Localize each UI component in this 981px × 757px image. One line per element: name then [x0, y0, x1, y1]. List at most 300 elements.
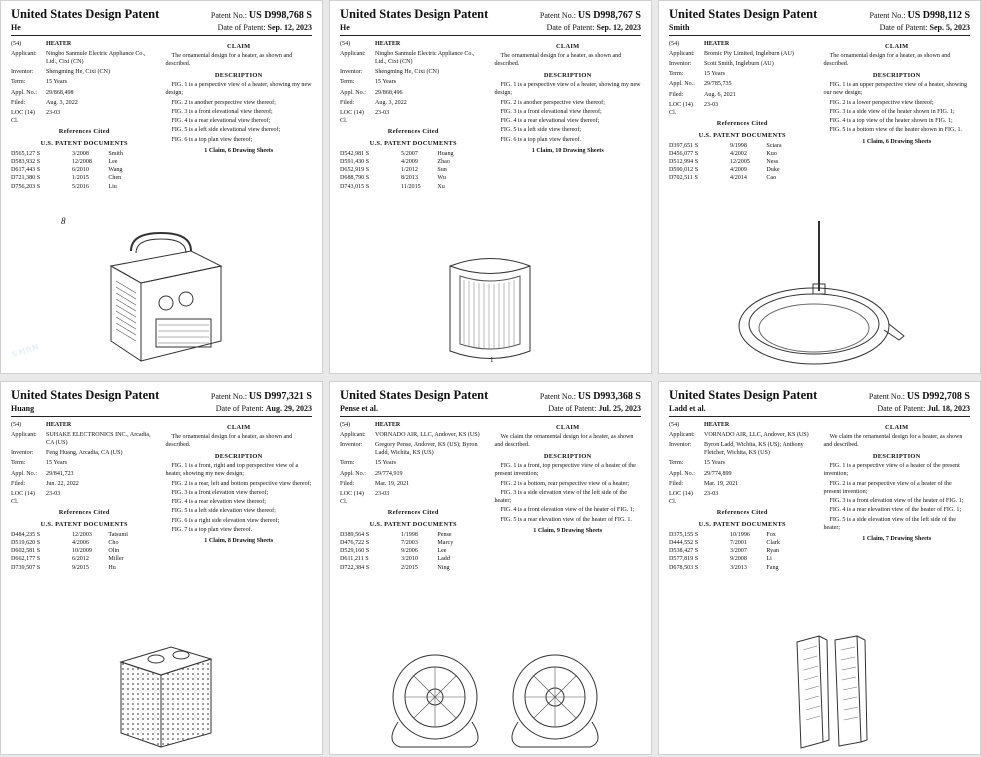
desc-line: FIG. 3 is a front elevation view of the heater of FIG. 1;: [829, 498, 964, 505]
inventor-name: He: [11, 23, 21, 32]
claim-text: We claim the ornamental design for a heater, as shown and described.: [823, 434, 963, 449]
loc-class: 23-03: [375, 491, 390, 498]
ref-cell: D577,819 S: [669, 556, 699, 563]
ref-cell: 11/2015: [400, 183, 421, 190]
desc-line: FIG. 5 is a left side view thereof;: [500, 127, 582, 134]
refs-heading: References Cited: [387, 509, 439, 517]
claim-heading: CLAIM: [555, 42, 580, 50]
references-list: [340, 531, 487, 572]
desc-line: FIG. 3 is a side view of the heater shown in FIG. 1;: [829, 108, 955, 115]
patent-title: United States Design Patent: [669, 7, 818, 21]
patent-header: [669, 7, 970, 36]
patent-date: Aug. 29, 2023: [265, 403, 312, 413]
claims-summary: 1 Claim, 7 Drawing Sheets: [862, 535, 932, 542]
ref-cell: 3/2010: [400, 556, 418, 563]
claims-summary: 1 Claim, 9 Drawing Sheets: [533, 527, 603, 534]
field-label: Applicant:: [669, 431, 695, 438]
refs-subheading: U.S. PATENT DOCUMENTS: [40, 521, 128, 529]
field-label: Filed:: [11, 99, 26, 106]
patent-date: Sep. 5, 2023: [929, 22, 970, 32]
patent-header: [11, 7, 312, 36]
patent-date: Sep. 12, 2023: [267, 22, 312, 32]
desc-line: FIG. 4 is a rear elevation view thereof;: [171, 499, 266, 506]
ref-cell: 9/2008: [729, 556, 747, 563]
ref-cell: Marcy: [437, 539, 454, 546]
date-label: Date of Patent:: [548, 403, 597, 413]
ref-cell: Smith: [108, 150, 123, 157]
field-label: Inventor:: [669, 60, 692, 67]
desc-line: FIG. 5 is a bottom view of the heater shown in FIG. 1.: [829, 127, 963, 134]
references-list: [11, 150, 158, 191]
heater-drawing: [435, 246, 545, 371]
ref-cell: 12/2003: [71, 531, 92, 538]
ref-cell: 4/2002: [729, 150, 747, 157]
term: 15 Years: [704, 71, 725, 78]
desc-line: FIG. 2 is a bottom, rear perspective view of a heater;: [500, 480, 630, 487]
heater-drawing: [789, 630, 869, 752]
inventor-full: Byron Ladd, Wichita, KS (US); Anthony Fletcher, Wichita, KS (US): [704, 441, 804, 457]
ref-cell: Sciara: [766, 142, 782, 149]
field-label: Appl. No.:: [669, 470, 695, 477]
date-label: Date of Patent:: [217, 22, 266, 32]
desc-line: FIG. 2 is a rear, left and bottom perspective view thereof;: [171, 480, 312, 487]
description-heading: DESCRIPTION: [543, 452, 592, 460]
claims-summary: 1 Claim, 8 Drawing Sheets: [204, 537, 274, 544]
inventor-name: He: [340, 23, 350, 32]
references-list: [669, 531, 816, 572]
field-label: Inventor:: [11, 69, 34, 76]
claims-summary: 1 Claim, 10 Drawing Sheets: [531, 147, 604, 154]
field-label: Term:: [669, 71, 684, 78]
desc-line: FIG. 5 is a left side elevation view thereof;: [171, 508, 276, 515]
ref-cell: Clark: [766, 539, 780, 546]
ref-cell: D590,012 S: [669, 167, 699, 174]
ref-cell: 4/2009: [729, 167, 747, 174]
appl-no: 29/785,735: [704, 81, 732, 88]
field-label: LOC (14) Cl.: [340, 491, 364, 506]
field-label: Inventor:: [11, 450, 34, 457]
ref-cell: 9/1998: [729, 142, 747, 149]
appl-no: 29/774,919: [375, 470, 403, 477]
desc-line: FIG. 1 is a perspective view of a heater, showing my new design;: [494, 82, 641, 97]
ref-cell: D722,384 S: [340, 564, 370, 571]
ref-cell: 1/2012: [400, 167, 418, 174]
patent-title: United States Design Patent: [11, 388, 160, 402]
desc-line: FIG. 1 is a perspective view of a heater, showing my new design;: [165, 82, 312, 97]
field-label: Applicant:: [340, 50, 366, 57]
ref-cell: Cao: [766, 175, 777, 182]
patent-page: [658, 0, 981, 374]
ref-cell: D756,203 S: [11, 183, 41, 190]
ref-cell: 2/2015: [400, 564, 418, 571]
field-label: Filed:: [340, 480, 355, 487]
heater-drawing: [729, 216, 909, 371]
product-name: HEATER: [704, 40, 730, 47]
ref-cell: Olin: [108, 548, 120, 555]
field-label: Filed:: [669, 480, 684, 487]
product-name: HEATER: [375, 40, 401, 47]
patent-date: Jul. 25, 2023: [598, 403, 641, 413]
desc-line: FIG. 3 is a front elevational view thereof;: [500, 108, 602, 115]
refs-heading: References Cited: [58, 509, 110, 517]
ref-cell: 1/1998: [400, 531, 418, 538]
ref-cell: Chen: [108, 175, 122, 182]
applicant: VORNADO AIR, LLC, Andover, KS (US): [704, 431, 809, 438]
claim-text: The ornamental design for a heater, as shown and described.: [165, 53, 293, 68]
loc-class: 23-03: [704, 101, 719, 108]
field-label: Term:: [11, 79, 26, 86]
ref-cell: D739,507 S: [11, 564, 41, 571]
ref-cell: D542,981 S: [340, 150, 370, 157]
ref-cell: D375,155 S: [669, 531, 699, 538]
date-label: Date of Patent:: [546, 22, 595, 32]
ref-cell: Fang: [766, 564, 779, 571]
patent-number: US D992,708 S: [906, 391, 970, 402]
ref-cell: Liu: [108, 183, 117, 190]
ref-cell: Ness: [766, 158, 779, 165]
desc-line: FIG. 3 is a front elevational view thereof;: [171, 108, 273, 115]
desc-line: FIG. 4 is a front elevation view of the heater of FIG. 1;: [500, 507, 635, 514]
claim-text: The ornamental design for a heater, as shown and described.: [823, 53, 951, 68]
ref-cell: 3/2013: [729, 564, 747, 571]
filed-date: Mar. 19, 2021: [704, 480, 739, 487]
ref-cell: D512,994 S: [669, 158, 699, 165]
ref-cell: 6/2010: [71, 167, 89, 174]
ref-cell: Lee: [108, 158, 118, 165]
appl-no: 29/774,899: [704, 470, 732, 477]
ref-cell: Ryan: [766, 548, 779, 555]
desc-line: FIG. 6 is a right side elevation view thereof;: [171, 517, 280, 524]
field-label: (54): [340, 421, 351, 428]
ref-cell: 5/2016: [71, 183, 89, 190]
desc-line: FIG. 4 is a rear elevational view thereof;: [171, 118, 271, 125]
patent-title: United States Design Patent: [11, 7, 160, 21]
desc-line: FIG. 1 is a front, right and top perspective view of a heater, showing my new design;: [165, 463, 299, 478]
right-column: [824, 40, 971, 183]
field-label: Applicant:: [11, 50, 37, 57]
ref-cell: 10/2009: [71, 548, 92, 555]
patent-page: [658, 381, 981, 755]
ref-cell: Ning: [437, 564, 450, 571]
ref-cell: D484,235 S: [11, 531, 41, 538]
ref-cell: Wang: [108, 167, 123, 174]
patent-no-label: Patent No.:: [210, 392, 247, 401]
field-label: Appl. No.:: [669, 81, 695, 88]
ref-cell: D529,160 S: [340, 548, 370, 555]
appl-no: 29/841,723: [46, 470, 74, 477]
product-name: HEATER: [46, 421, 72, 428]
patent-date: Jul. 18, 2023: [927, 403, 970, 413]
field-label: Inventor:: [340, 69, 363, 76]
watermark: 专利查询: [10, 342, 40, 360]
desc-line: FIG. 4 is a top view of the heater shown in FIG. 1;: [829, 118, 953, 125]
patent-date: Sep. 12, 2023: [596, 22, 641, 32]
ref-cell: 9/2006: [400, 548, 418, 555]
loc-class: 23-03: [46, 110, 61, 117]
ref-cell: Lee: [437, 548, 447, 555]
ref-cell: 1/2015: [71, 175, 89, 182]
desc-line: FIG. 7 is a top plan view thereof.: [171, 526, 253, 533]
field-label: Term:: [11, 460, 26, 467]
ref-cell: D611,211 S: [340, 556, 369, 563]
field-label: Appl. No.:: [340, 89, 366, 96]
patent-number: US D998,768 S: [248, 10, 312, 21]
right-column: [166, 40, 313, 191]
claim-heading: CLAIM: [884, 423, 909, 431]
term: 15 Years: [704, 460, 725, 467]
field-label: Filed:: [669, 91, 684, 98]
inventor-name: Ladd et al.: [669, 404, 706, 413]
patent-page: [0, 0, 323, 374]
ref-cell: 4/2014: [729, 175, 747, 182]
description-heading: DESCRIPTION: [214, 71, 263, 79]
inventor-full: Scott Smith, Ingleburn (AU): [704, 60, 774, 67]
ref-cell: D662,177 S: [11, 556, 41, 563]
field-label: Applicant:: [340, 431, 366, 438]
patent-number: US D997,321 S: [248, 391, 312, 402]
ref-cell: 6/2012: [71, 556, 89, 563]
field-label: LOC (14) Cl.: [11, 110, 35, 125]
patent-number: US D998,767 S: [577, 10, 641, 21]
refs-heading: References Cited: [716, 120, 768, 128]
desc-line: FIG. 1 is a front, top perspective view of a heater of the present invention;: [494, 463, 636, 478]
date-label: Date of Patent:: [877, 403, 926, 413]
term: 15 Years: [46, 460, 67, 467]
field-label: LOC (14) Cl.: [340, 110, 364, 125]
inventor-name: Smith: [669, 23, 690, 32]
desc-line: FIG. 2 is a lower perspective view thereof;: [829, 99, 934, 106]
left-column: [11, 40, 158, 191]
field-label: Appl. No.:: [340, 470, 366, 477]
right-column: [495, 421, 642, 572]
ref-cell: Duke: [766, 167, 780, 174]
desc-line: FIG. 1 is an upper perspective view of a heater, showing our new design;: [823, 82, 968, 97]
patent-header: [340, 7, 641, 36]
ref-cell: D583,932 S: [11, 158, 41, 165]
ref-cell: Pense: [437, 531, 452, 538]
description-heading: DESCRIPTION: [543, 71, 592, 79]
ref-cell: Sun: [437, 167, 447, 174]
ref-cell: D538,427 S: [669, 548, 699, 555]
ref-cell: Miller: [108, 556, 124, 563]
date-label: Date of Patent:: [879, 22, 928, 32]
ref-cell: D397,651 S: [669, 142, 699, 149]
loc-class: 23-03: [704, 491, 719, 498]
inventor-name: Pense et al.: [340, 404, 378, 413]
ref-cell: D591,430 S: [340, 158, 370, 165]
inventor-full: Shengming He, Cixi (CN): [46, 69, 110, 76]
refs-heading: References Cited: [716, 509, 768, 517]
ref-cell: Xu: [437, 183, 445, 190]
product-name: HEATER: [704, 421, 730, 428]
loc-class: 23-03: [46, 491, 61, 498]
ref-cell: D444,552 S: [669, 539, 699, 546]
heater-drawing: [101, 637, 226, 752]
figure-number: 8: [61, 216, 66, 226]
refs-subheading: U.S. PATENT DOCUMENTS: [698, 131, 786, 139]
field-label: LOC (14) Cl.: [669, 101, 693, 117]
desc-line: FIG. 3 is a front elevation view thereof;: [171, 489, 269, 496]
patent-title: United States Design Patent: [340, 7, 489, 21]
left-column: [669, 40, 816, 183]
field-label: (54): [669, 421, 680, 428]
ref-cell: 12/2005: [729, 158, 750, 165]
ref-cell: D678,503 S: [669, 564, 699, 571]
ref-cell: Fox: [766, 531, 776, 538]
field-label: Filed:: [340, 99, 355, 106]
refs-subheading: U.S. PATENT DOCUMENTS: [40, 140, 128, 148]
desc-line: FIG. 4 is a rear elevational view thereof;: [500, 118, 600, 125]
appl-no: 29/868,498: [46, 89, 74, 96]
ref-cell: 3/2007: [729, 548, 747, 555]
filed-date: Jun. 22, 2022: [46, 480, 79, 487]
field-label: Inventor:: [669, 441, 692, 448]
ref-cell: D688,790 S: [340, 175, 370, 182]
ref-cell: 4/2009: [400, 158, 418, 165]
patent-number: US D993,368 S: [577, 391, 641, 402]
refs-subheading: U.S. PATENT DOCUMENTS: [369, 140, 457, 148]
filed-date: Aug. 6, 2021: [704, 91, 736, 98]
desc-line: FIG. 2 is a rear perspective view of a heater of the present invention;: [823, 480, 952, 495]
right-column: [495, 40, 642, 191]
claims-summary: 1 Claim, 6 Drawing Sheets: [862, 138, 932, 145]
field-label: (54): [340, 40, 351, 47]
inventor-full: Shengming He, Cixi (CN): [375, 69, 439, 76]
right-column: [824, 421, 971, 572]
field-label: Term:: [340, 460, 355, 467]
description-heading: DESCRIPTION: [872, 452, 921, 460]
field-label: (54): [11, 40, 22, 47]
ref-cell: D476,722 S: [340, 539, 370, 546]
desc-line: FIG. 2 is another perspective view thereof;: [500, 99, 605, 106]
desc-line: FIG. 5 is a side elevation view of the left side of the heater;: [823, 516, 956, 531]
ref-cell: Cho: [108, 539, 119, 546]
field-label: (54): [669, 40, 680, 47]
ref-cell: 8/2013: [400, 175, 418, 182]
description-heading: DESCRIPTION: [214, 452, 263, 460]
heater-drawing: [86, 221, 236, 371]
description-heading: DESCRIPTION: [872, 71, 921, 79]
references-list: [669, 142, 816, 183]
refs-subheading: U.S. PATENT DOCUMENTS: [369, 521, 457, 529]
ref-cell: 7/2003: [400, 539, 418, 546]
field-label: Applicant:: [11, 431, 37, 438]
left-column: [669, 421, 816, 572]
ref-cell: Ladd: [437, 556, 450, 563]
ref-cell: Li: [766, 556, 772, 563]
field-label: Applicant:: [669, 50, 695, 57]
applicant: SUHAKE ELECTRONICS INC., Arcadia, CA (US): [46, 431, 151, 446]
inventor-full: Feng Huang, Arcadia, CA (US): [46, 450, 123, 457]
filed-date: Aug. 3, 2022: [375, 99, 407, 106]
left-column: [11, 421, 158, 572]
ref-cell: D389,564 S: [340, 531, 370, 538]
ref-cell: 3/2008: [71, 150, 89, 157]
field-label: LOC (14) Cl.: [11, 491, 35, 506]
applicant: Ningbo Sanmule Electric Appliance Co., Ltd., Cixi (CN): [46, 50, 146, 65]
ref-cell: 4/2006: [71, 539, 89, 546]
claim-heading: CLAIM: [226, 423, 251, 431]
applicant: VORNADO AIR, LLC, Andover, KS (US): [375, 431, 480, 438]
claim-text: We claim the ornamental design for a heater, as shown and described.: [494, 434, 634, 449]
desc-line: FIG. 3 is a side elevation view of the left side of the heater;: [494, 489, 627, 505]
term: 15 Years: [375, 460, 396, 467]
ref-cell: D721,380 S: [11, 175, 41, 182]
desc-line: FIG. 5 is a left side elevational view thereof;: [171, 127, 281, 134]
field-label: LOC (14) Cl.: [669, 491, 693, 506]
patent-no-label: Patent No.:: [539, 392, 576, 401]
left-column: [340, 421, 487, 572]
refs-subheading: U.S. PATENT DOCUMENTS: [698, 521, 786, 529]
ref-cell: Huang: [437, 150, 454, 157]
field-label: Filed:: [11, 480, 26, 487]
ref-cell: D743,015 S: [340, 183, 370, 190]
references-list: [11, 531, 158, 572]
ref-cell: 5/2007: [400, 150, 418, 157]
applicant: Ningbo Sanmule Electric Appliance Co., Ltd., Cixi (CN): [375, 50, 475, 65]
date-label: Date of Patent:: [215, 403, 264, 413]
ref-cell: Wu: [437, 175, 446, 182]
left-column: [340, 40, 487, 191]
desc-line: FIG. 6 is a top plan view thereof;: [171, 136, 253, 143]
patent-page: [329, 381, 652, 755]
ref-cell: 7/2001: [729, 539, 747, 546]
ref-cell: Hu: [108, 564, 116, 571]
refs-heading: References Cited: [58, 128, 110, 136]
patent-page: [0, 381, 323, 755]
desc-line: FIG. 5 is a rear elevation view of the heater of FIG. 1.: [500, 516, 632, 523]
term: 15 Years: [375, 79, 396, 86]
refs-heading: References Cited: [387, 128, 439, 136]
inventor-name: Huang: [11, 404, 35, 413]
ref-cell: Kuo: [766, 150, 777, 157]
field-label: Appl. No.:: [11, 89, 37, 96]
patent-header: [340, 388, 641, 417]
field-label: Appl. No.:: [11, 470, 37, 477]
claim-heading: CLAIM: [555, 423, 580, 431]
ref-cell: D456,077 S: [669, 150, 699, 157]
patent-header: [11, 388, 312, 417]
filed-date: Mar. 19, 2021: [375, 480, 410, 487]
patent-title: United States Design Patent: [340, 388, 489, 402]
ref-cell: D602,581 S: [11, 548, 41, 555]
field-label: Inventor:: [340, 441, 363, 448]
field-label: (54): [11, 421, 22, 428]
term: 15 Years: [46, 79, 67, 86]
right-column: [166, 421, 313, 572]
desc-line: FIG. 6 is a top plan view thereof.: [500, 136, 582, 143]
ref-cell: 12/2008: [71, 158, 92, 165]
references-list: [340, 150, 487, 191]
field-label: Term:: [669, 460, 684, 467]
heater-drawing: [370, 642, 620, 752]
ref-cell: D519,620 S: [11, 539, 41, 546]
patent-no-label: Patent No.:: [539, 11, 576, 20]
claim-heading: CLAIM: [884, 42, 909, 50]
filed-date: Aug. 3, 2022: [46, 99, 78, 106]
product-name: HEATER: [375, 421, 401, 428]
desc-line: FIG. 2 is another perspective view thereof;: [171, 99, 276, 106]
appl-no: 29/868,496: [375, 89, 403, 96]
ref-cell: D565,127 S: [11, 150, 41, 157]
ref-cell: Tatsumi: [108, 531, 128, 538]
product-name: HEATER: [46, 40, 72, 47]
patent-title: United States Design Patent: [669, 388, 818, 402]
figure-number: 1: [490, 356, 494, 364]
ref-cell: D652,919 S: [340, 167, 370, 174]
ref-cell: 9/2015: [71, 564, 89, 571]
ref-cell: D617,443 S: [11, 167, 41, 174]
